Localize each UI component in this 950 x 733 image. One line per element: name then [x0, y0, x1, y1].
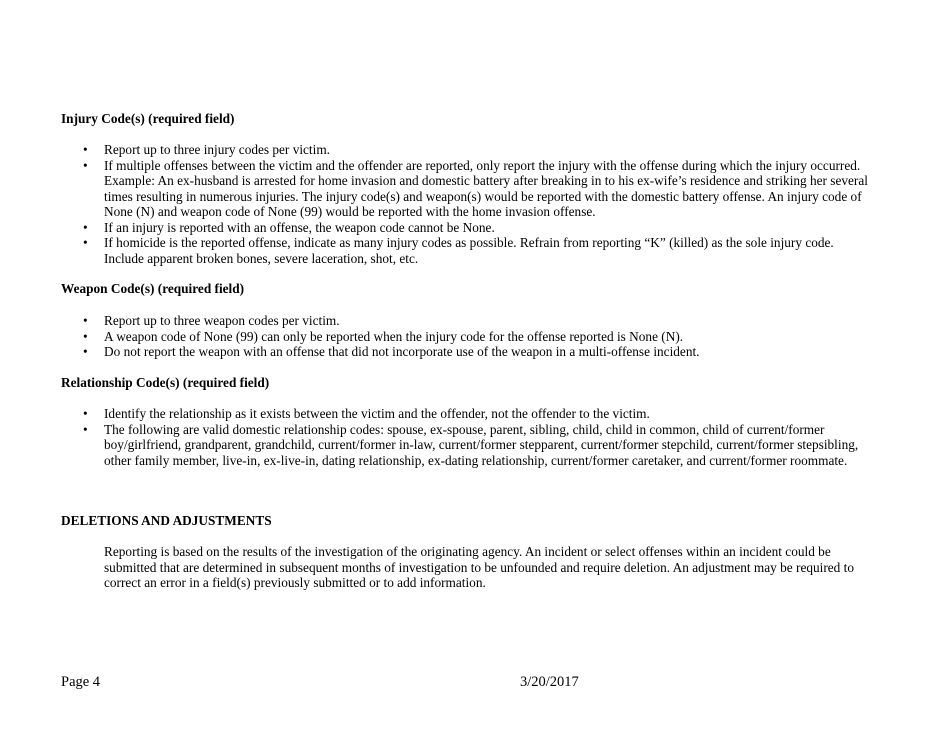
relationship-code-heading: Relationship Code(s) (required field): [61, 375, 270, 390]
page-number: Page 4: [61, 674, 101, 690]
list-item: • A weapon code of None (99) can only be reported when the injury code for the offense reported is None (N).: [83, 328, 684, 344]
injury-code-list: [61, 142, 871, 266]
list-item: • Report up to three weapon codes per victim.: [83, 313, 340, 328]
weapon-code-heading: Weapon Code(s) (required field): [61, 281, 245, 296]
deletions-heading: DELETIONS AND ADJUSTMENTS: [61, 513, 272, 528]
relationship-code-list: [61, 406, 871, 468]
injury-code-heading: Injury Code(s) (required field): [61, 111, 235, 126]
list-item: • If an injury is reported with an offense, the weapon code cannot be None.: [83, 219, 495, 235]
list-item: • Identify the relationship as it exists between the victim and the offender, not the offender to the victim.: [83, 406, 650, 421]
weapon-code-list: [61, 313, 871, 360]
deletions-paragraph: Reporting is based on the results of the investigation of the originating agency. An incident or select offenses within an incident could be submitted that are determined in subsequent months of investigation to be unfounded and require deletion. An adjustment may be required to correct an error in a field(s) previously submitted or to add information.: [104, 544, 854, 590]
list-item: • If homicide is the reported offense, indicate as many injury codes as possible. Refrain from reporting “K” (killed) as the sole injury code. Include apparent broken bones, severe laceration, shot, etc.: [83, 235, 834, 266]
list-item: • Report up to three injury codes per victim.: [83, 142, 330, 157]
list-item: • The following are valid domestic relationship codes: spouse, ex-spouse, parent, sibling, child, child in common, child of current/former boy/girlfriend, grandparent, grandchild, current/former in-law, current/former stepparent, current/former stepchild, current/former stepsibling, other family member, live-in, ex-live-in, dating relationship, ex-dating relationship, current/former caretaker, and current/former roommate.: [83, 421, 859, 468]
list-item: • If multiple offenses between the victim and the offender are reported, only report the injury with the offense during which the injury occurred. Example: An ex-husband is arrested for home invasion and domestic battery after breaking in to his ex-wife’s residence and striking her several times resulting in numerous injuries. The injury code(s) and weapon(s) would be reported with the domestic battery offense. An injury code of None (N) and weapon code of None (99) would be reported with the home invasion offense.: [83, 157, 868, 219]
footer-date: 3/20/2017: [520, 674, 579, 690]
list-item: • Do not report the weapon with an offense that did not incorporate use of the weapon in a multi-offense incident.: [83, 344, 700, 359]
